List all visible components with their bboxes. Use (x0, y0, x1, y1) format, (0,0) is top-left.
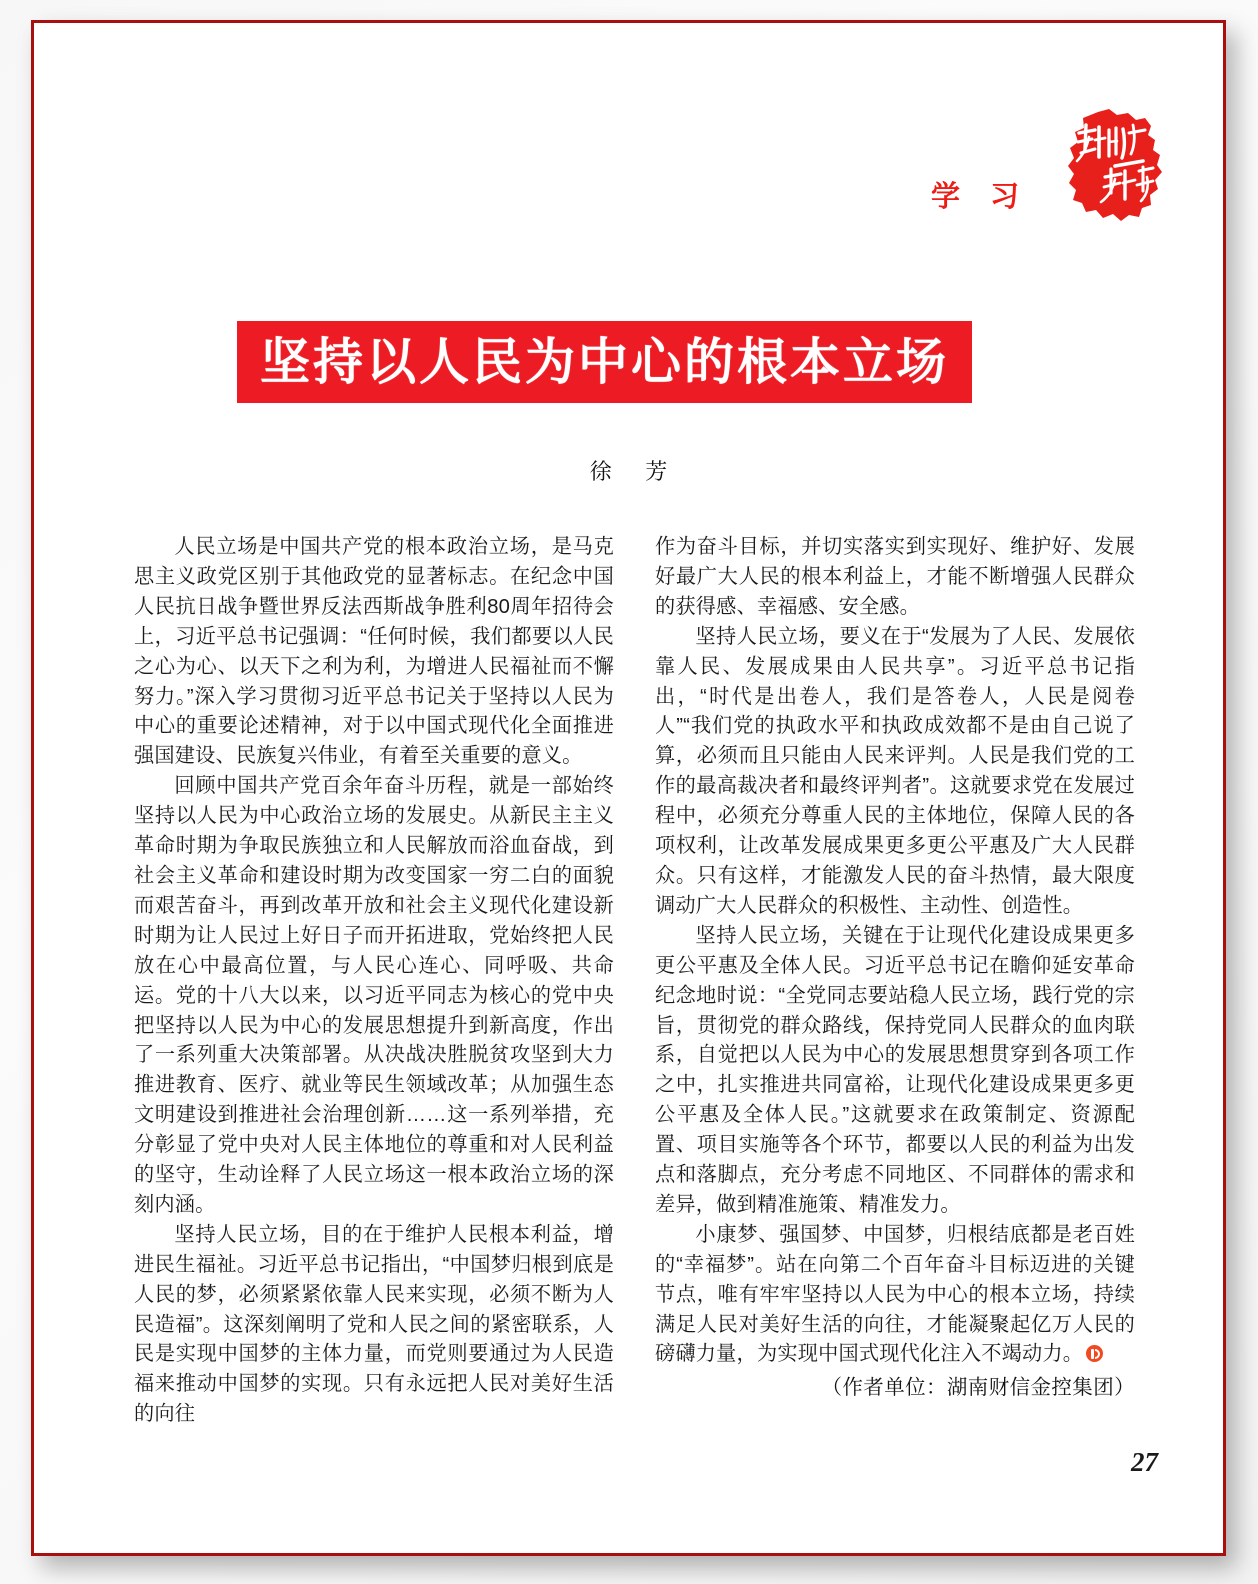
page-number: 27 (1131, 1447, 1158, 1477)
article-title-banner (237, 321, 972, 403)
section-kicker: 学习 (930, 181, 1049, 213)
logo-svg (1065, 109, 1165, 221)
paragraph: 坚持人民立场，目的在于维护人民根本利益，增进民生福祉。习近平总书记指出，“中国梦归根到底是人民的梦，必须紧紧依靠人民来实现，必须不断为人民造福”。这深刻阐明了党和人民之间的紧密联系，人民是实现中国梦的主体力量，而党则要通过为人民造福来推动中国梦的实现。只有永远把人民对美好生活的向往 (134, 1223, 614, 1426)
article-author: 徐 芳 (589, 459, 682, 484)
article-body (134, 533, 1135, 1430)
page-content-area (34, 23, 1223, 1553)
paragraph: 坚持人民立场，关键在于让现代化建设成果更多更公平惠及全体人民。习近平总书记在瞻仰延安革命纪念地时说：“全党同志要站稳人民立场，践行党的宗旨，贯彻党的群众路线，保持党同人民群众的血肉联系，自觉把以人民为中心的发展思想贯穿到各项工作之中，扎实推进共同富裕，让现代化建设成果更多更公平惠及全体人民。”这就要求在政策制定、资源配置、项目实施等各个环节，都要以人民的利益为出发点和落脚点，充分考虑不同地区、不同群体的需求和差异，做到精准施策、精准发力。 (655, 924, 1135, 1216)
paragraph-final (655, 1221, 1135, 1371)
author-affiliation: （作者单位：湖南财信金控集团） (821, 1377, 1135, 1400)
page-sheet (31, 20, 1226, 1556)
xin-xiang-ping-lun-logo (1065, 109, 1165, 221)
end-of-article-icon (1086, 1345, 1103, 1362)
paragraph-text: 小康梦、强国梦、中国梦，归根结底都是老百姓的“幸福梦”。站在向第二个百年奋斗目标迈进的关键节点，唯有牢牢坚持以人民为中心的根本立场，持续满足人民对美好生活的向往，才能凝聚起亿万人民的磅礴力量，为实现中国式现代化注入不竭动力。 (655, 1223, 1135, 1366)
paragraph: 回顾中国共产党百余年奋斗历程，就是一部始终坚持以人民为中心政治立场的发展史。从新民主主义革命时期为争取民族独立和人民解放而浴血奋战，到社会主义革命和建设时期为改变国家一穷二白的面貌而艰苦奋斗，再到改革开放和社会主义现代化建设新时期为让人民过上好日子而开拓进取，党始终把人民放在心中最高位置，与人民心连心、同呼吸、共命运。党的十八大以来，以习近平同志为核心的党中央把坚持以人民为中心的发展思想提升到新高度，作出了一系列重大决策部署。从决战决胜脱贫攻坚到大力推进教育、医疗、就业等民生领域改革；从加强生态文明建设到推进社会治理创新……这一系列举措，充分彰显了党中央对人民主体地位的尊重和对人民利益的坚守，生动诠释了人民立场这一根本政治立场的深刻内涵。 (134, 775, 614, 1216)
column-right (655, 533, 1135, 1430)
page-title: 坚持以人民为中心的根本立场 (260, 334, 949, 390)
column-left (134, 533, 614, 1430)
paragraph: 作为奋斗目标，并切实落实到实现好、维护好、发展好最广大人民的根本利益上，才能不断增强人民群众的获得感、幸福感、安全感。 (655, 536, 1135, 618)
paragraph: 人民立场是中国共产党的根本政治立场，是马克思主义政党区别于其他政党的显著标志。在纪念中国人民抗日战争暨世界反法西斯战争胜利80周年招待会上，习近平总书记强调：“任何时候，我们都要以人民之心为心、以天下之利为利，为增进人民福祉而不懈努力。”深入学习贯彻习近平总书记关于坚持以人民为中心的重要论述精神，对于以中国式现代化全面推进强国建设、民族复兴伟业，有着至关重要的意义。 (134, 536, 614, 768)
masthead (931, 101, 1165, 221)
paragraph: 坚持人民立场，要义在于“发展为了人民、发展依靠人民、发展成果由人民共享”。习近平总书记指出，“时代是出卷人，我们是答卷人，人民是阅卷人”“我们党的执政水平和执政成效都不是由自己说了算，必须而且只能由人民来评判。人民是我们党的工作的最高裁决者和最终评判者”。这就要求党在发展过程中，必须充分尊重人民的主体地位，保障人民的各项权利，让改革发展成果更多更公平惠及广大人民群众。只有这样，才能激发人民的奋斗热情，最大限度调动广大人民群众的积极性、主动性、创造性。 (655, 625, 1135, 917)
